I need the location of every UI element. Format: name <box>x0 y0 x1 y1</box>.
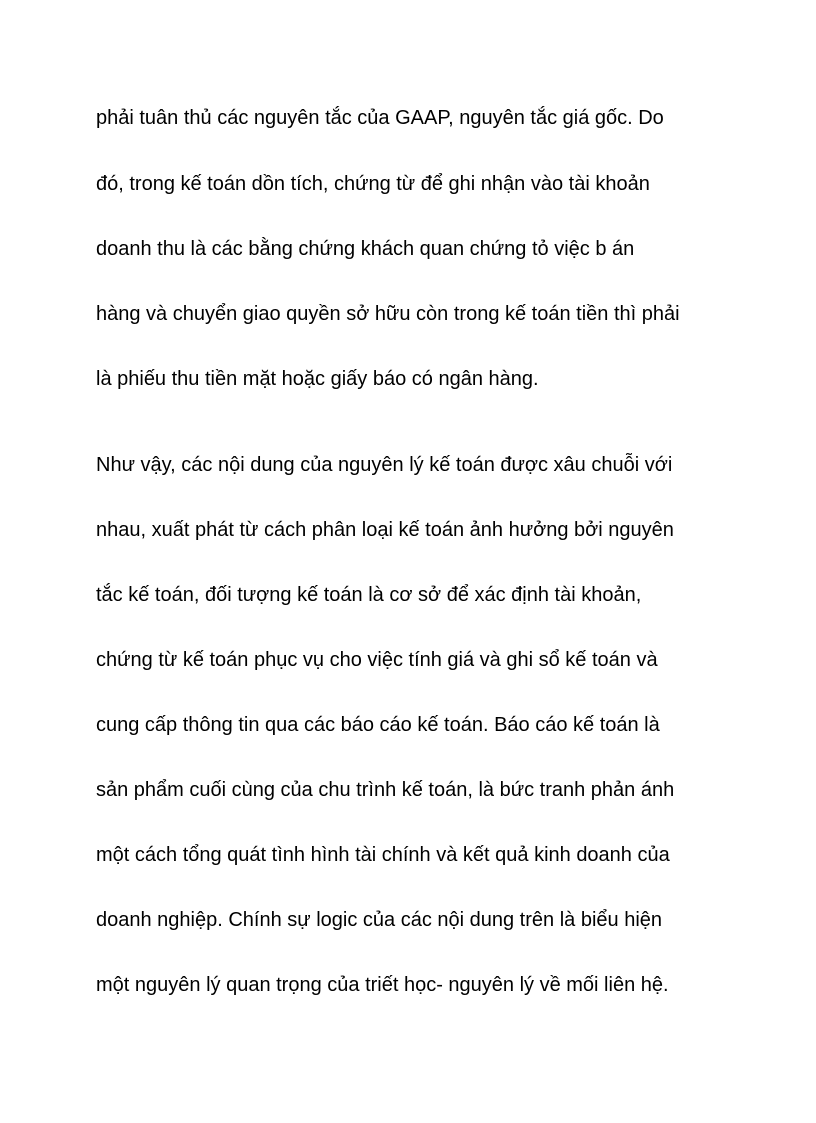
text-line: Như vậy, các nội dung của nguyên lý kế toán được xâu chuỗi với <box>96 454 673 476</box>
text-line: chứng từ kế toán phục vụ cho việc tính giá và ghi sổ kế toán và <box>96 649 658 671</box>
text-line: cung cấp thông tin qua các báo cáo kế toán. Báo cáo kế toán là <box>96 714 660 736</box>
text-line: doanh thu là các bằng chứng khách quan chứng tỏ việc b án <box>96 238 635 260</box>
text-line: một cách tổng quát tình hình tài chính và kết quả kinh doanh của <box>96 844 670 866</box>
text-line: một nguyên lý quan trọng của triết học- nguyên lý về mối liên hệ. <box>96 974 669 996</box>
text-line: là phiếu thu tiền mặt hoặc giấy báo có ngân hàng. <box>96 368 539 390</box>
text-line: phải tuân thủ các nguyên tắc của GAAP, nguyên tắc giá gốc. Do <box>96 107 664 129</box>
text-line: sản phẩm cuối cùng của chu trình kế toán, là bức tranh phản ánh <box>96 779 675 801</box>
text-line: hàng và chuyển giao quyền sở hữu còn trong kế toán tiền thì phải <box>96 303 680 325</box>
text-line: tắc kế toán, đối tượng kế toán là cơ sở để xác định tài khoản, <box>96 584 642 606</box>
text-line: nhau, xuất phát từ cách phân loại kế toán ảnh hưởng bởi nguyên <box>96 519 674 541</box>
text-line: doanh nghiệp. Chính sự logic của các nội dung trên là biểu hiện <box>96 909 663 931</box>
text-line: đó, trong kế toán dồn tích, chứng từ để ghi nhận vào tài khoản <box>96 173 650 195</box>
